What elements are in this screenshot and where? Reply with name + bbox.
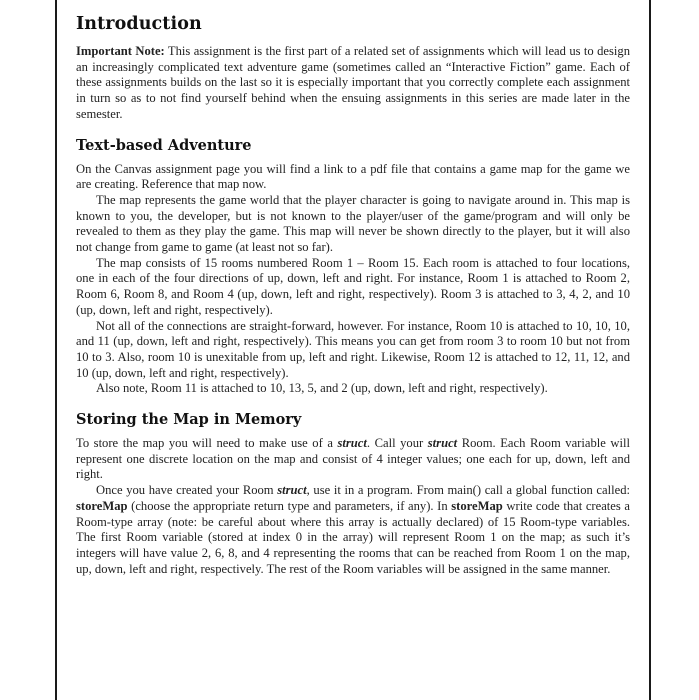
text-run: To store the map you will need to make use of a xyxy=(76,436,338,451)
document-content xyxy=(76,14,630,577)
adventure-paragraph-4: Not all of the connections are straight-forward, however. For instance, Room 10 is attached to 10, 10, 10, and 11 (up, down, left and right, respectively). This means you can get from room 3 to room 10 but not from 10 to 3. Also, room 10 is unexitable from up, left and right. Likewise, Room 12 is attached to 12, 11, 12, and 10 (up, down, left and right, respectively). xyxy=(76,318,630,380)
important-note-text: This assignment is the first part of a related set of assignments which will lead us to design an increasingly complicated text adventure game (sometimes called an “Interactive Fiction” game. Each of these assignments builds on the last so it is especially important that you correctly complete each assignment in turn so as to not find yourself behind when the ensuing assignments in this series are made later in the semester. xyxy=(76,44,630,121)
adventure-paragraph-5: Also note, Room 11 is attached to 10, 13, 5, and 2 (up, down, left and right, respectively). xyxy=(96,381,548,396)
text-run: (choose the appropriate return type and parameters, if any). In xyxy=(127,498,452,513)
struct-keyword: struct xyxy=(337,436,367,451)
page-border-left xyxy=(55,0,57,700)
important-note-label: Important Note: xyxy=(76,44,165,58)
heading-storing-the-map: Storing the Map in Memory xyxy=(76,411,302,429)
heading-text-based-adventure: Text-based Adventure xyxy=(76,136,252,154)
adventure-paragraph-2: The map represents the game world that the player character is going to navigate around in. This map is known to you, the developer, but is not known to the player/user of the game/program and will only be revealed to them as they play the game. This map will never be shown directly to the player, but it will also not change from game to game (at least not so far). xyxy=(76,192,630,255)
struct-keyword: struct xyxy=(427,436,458,451)
text-run: write code that creates a Room-type array (note: be careful about where this array is actually declared) of 15 Room-type variables. The first Room variable (stored at index 0 in the array) will represent Room 1 on the map; as such it’s integers will have value 2, 6, 8, and 4 representing the rooms that can be reached from Room 1 on the map, up, down, left and right, respectively. The rest of the Room variables will be assigned in the same manner. xyxy=(76,498,630,576)
text-run: Once you have created your Room xyxy=(96,483,278,498)
page-border-right xyxy=(649,0,651,700)
heading-introduction: Introduction xyxy=(76,14,202,34)
storing-paragraph-2 xyxy=(76,483,630,577)
adventure-paragraph-1: On the Canvas assignment page you will find a link to a pdf file that contains a game map for the game we are creating. Reference that map now. xyxy=(76,161,630,192)
storing-paragraph-1 xyxy=(76,436,630,483)
function-name-storemap: storeMap xyxy=(451,498,503,513)
text-run: , use it in a program. From main() call a global function called: xyxy=(306,483,630,498)
adventure-paragraph-3: The map consists of 15 rooms numbered Room 1 – Room 15. Each room is attached to four locations, one in each of the four directions of up, down, left and right. For instance, Room 1 is attached to Room 2, Room 6, Room 8, and Room 4 (up, down, left and right, respectively). Room 3 is attached to 3, 4, 2, and 10 (up, down, left and right, respectively). xyxy=(76,255,630,317)
struct-keyword: struct xyxy=(277,483,307,498)
text-run: Room. Each Room variable will represent one discrete location on the map and consist of 4 integer values; one each for up, down, left and right. xyxy=(76,436,630,482)
function-name-storemap: storeMap xyxy=(76,498,128,513)
text-run: . Call your xyxy=(366,436,428,451)
important-note-paragraph xyxy=(76,44,630,123)
